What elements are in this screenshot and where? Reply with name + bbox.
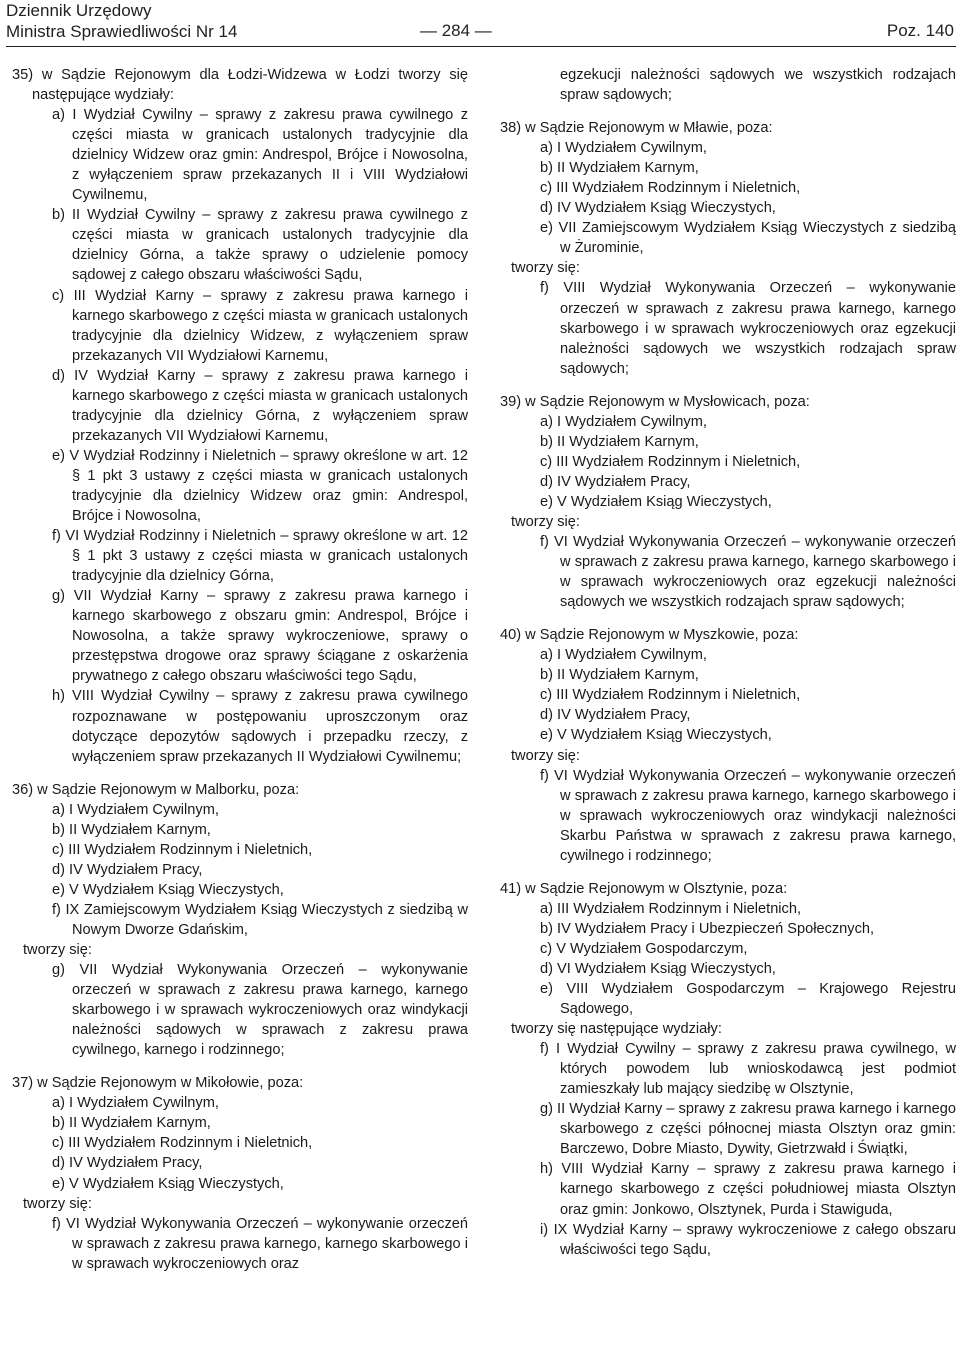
list-item: b) IV Wydziałem Pracy i Ubezpieczeń Społecznych, — [540, 920, 875, 937]
list-item: d) IV Wydziałem Pracy, — [52, 1155, 203, 1172]
list-item: b) II Wydziałem Karnym, — [540, 433, 699, 450]
section-title: 38) w Sądzie Rejonowym w Mławie, poza: — [500, 120, 773, 137]
list-item: g) II Wydział Karny – sprawy z zakresu prawa karnego i karnego skarbowego z części północnej miasta Olsztyn oraz gmin: Barczewo, Dobre Miasto, Dywity, Gietrzwałd i Świątki, — [540, 1101, 956, 1158]
section-37-continuation — [500, 65, 956, 105]
list-item: b) II Wydziałem Karnym, — [540, 667, 699, 684]
page-number: — 284 — — [420, 21, 492, 40]
list-item: g) VII Wydział Wykonywania Orzeczeń – wykonywanie orzeczeń w sprawach z zakresu prawa karnego, karnego skarbowego i w sprawach wykroczeniowych oraz windykacji należności sądowych w sprawach z zakresu prawa cywilnego, karnego i rodzinnego; — [52, 962, 468, 1059]
section-35 — [12, 65, 468, 767]
list-item: a) I Wydziałem Cywilnym, — [540, 647, 707, 664]
list-item: d) IV Wydział Karny – sprawy z zakresu prawa karnego i karnego skarbowego z części miasta w granicach ustalonych tradycyjnie dla dzielnicy Górna, z wyłączeniem spraw przekazanych VII Wydziałowi Karnemu, — [52, 367, 468, 444]
list-item: c) III Wydziałem Rodzinnym i Nieletnich, — [540, 180, 801, 197]
header-publication — [6, 0, 237, 42]
section-title: 35) w Sądzie Rejonowym dla Łodzi-Widzewa w Łodzi tworzy się następujące wydziały: — [12, 67, 468, 104]
list-item: e) V Wydziałem Ksiąg Wieczystych, — [52, 881, 284, 898]
journal-title: Dziennik Urzędowy — [6, 1, 152, 20]
list-item: f) IX Zamiejscowym Wydziałem Ksiąg Wieczystych z siedzibą w Nowym Dworze Gdańskim, — [52, 901, 468, 938]
list-item: h) VIII Wydział Cywilny – sprawy z zakresu prawa cywilnego rozpoznawane w postępowaniu uproszczonym oraz dotyczące depozytów sądowych i przepadku rzeczy, z wyłączeniem spraw przekazanych II Wydziałowi Cywilnemu; — [52, 688, 468, 765]
list-item: d) IV Wydziałem Ksiąg Wieczystych, — [540, 200, 776, 217]
right-column — [500, 65, 956, 1260]
section-38 — [500, 118, 956, 379]
tworzy-sie-label: tworzy się: — [511, 513, 580, 530]
left-column — [12, 65, 468, 1274]
ministry-title: Ministra Sprawiedliwości Nr 14 — [6, 22, 238, 41]
list-item: e) V Wydziałem Ksiąg Wieczystych, — [52, 1175, 284, 1192]
list-item: a) I Wydziałem Cywilnym, — [52, 1095, 219, 1112]
list-item: b) II Wydział Cywilny – sprawy z zakresu prawa cywilnego z części miasta w granicach ustalonych tradycyjnie dla dzielnicy Górna, a także sprawy o udzielenie pomocy sądowej z całego obszaru właściwości Sądu, — [52, 207, 468, 284]
list-item: f) VI Wydział Wykonywania Orzeczeń – wykonywanie orzeczeń w sprawach z zakresu prawa karnego, karnego skarbowego i w sprawach wykroczeniowych oraz — [52, 1215, 468, 1272]
list-item: b) II Wydziałem Karnym, — [540, 160, 699, 177]
list-item: a) I Wydziałem Cywilnym, — [540, 140, 707, 157]
list-item: e) VIII Wydziałem Gospodarczym – Krajowego Rejestru Sądowego, — [540, 981, 956, 1018]
list-item: c) III Wydziałem Rodzinnym i Nieletnich, — [52, 841, 313, 858]
section-title: 37) w Sądzie Rejonowym w Mikołowie, poza: — [12, 1075, 304, 1092]
list-item: a) I Wydział Cywilny – sprawy z zakresu prawa cywilnego z części miasta w granicach ustalonych tradycyjnie dla dzielnicy Widzew oraz gmin: Andrespol, Brójce i Nowosolna, z wyłączeniem spraw przekazanych II i VIII Wydziałowi Cywilnemu, — [52, 107, 468, 204]
list-item: c) III Wydziałem Rodzinnym i Nieletnich, — [540, 687, 801, 704]
list-item: e) V Wydziałem Ksiąg Wieczystych, — [540, 727, 772, 744]
section-39 — [500, 392, 956, 613]
list-item: c) III Wydziałem Rodzinnym i Nieletnich, — [540, 453, 801, 470]
list-item: e) V Wydziałem Ksiąg Wieczystych, — [540, 493, 772, 510]
tworzy-sie-label: tworzy się: — [511, 260, 580, 277]
section-title: 39) w Sądzie Rejonowym w Mysłowicach, poza: — [500, 393, 810, 410]
list-item: e) V Wydział Rodzinny i Nieletnich – sprawy określone w art. 12 § 1 pkt 3 ustawy z części miasta w granicach ustalonych tradycyjnie dla dzielnicy Widzew oraz gmin: Andrespol, Brójce i Nowosolna, — [52, 447, 468, 525]
page-header — [0, 0, 960, 48]
section-title: 40) w Sądzie Rejonowym w Myszkowie, poza: — [500, 627, 799, 644]
list-item: c) V Wydziałem Gospodarczym, — [540, 940, 748, 957]
list-item: f) VI Wydział Wykonywania Orzeczeń – wykonywanie orzeczeń w sprawach z zakresu prawa karnego, karnego skarbowego i w sprawach wykroczeniowych oraz egzekucji należności sądowych we wszystkich rodzajach spraw sądowych; — [540, 534, 956, 611]
list-item: e) VII Zamiejscowym Wydziałem Ksiąg Wieczystych z siedzibą w Żurominie, — [540, 220, 956, 257]
section-title: 41) w Sądzie Rejonowym w Olsztynie, poza: — [500, 880, 788, 897]
list-item: f) VI Wydział Rodzinny i Nieletnich – sprawy określone w art. 12 § 1 pkt 3 ustawy z części miasta w granicach ustalonych tradycyjnie dla dzielnicy Górna, — [52, 528, 468, 585]
section-37 — [12, 1073, 468, 1273]
list-item: g) VII Wydział Karny – sprawy z zakresu prawa karnego i karnego skarbowego z obszaru gmin: Andrespol, Brójce i Nowosolna, a także sprawy wykroczeniowe, sprawy o przestępstwa drogowe oraz sprawy ściągane z oskarżenia prywatnego z całego obszaru właściwości tego Sądu, — [52, 588, 468, 685]
list-item: a) III Wydziałem Rodzinnym i Nieletnich, — [540, 900, 802, 917]
continuation-text: egzekucji należności sądowych we wszystkich rodzajach spraw sądowych; — [560, 67, 956, 104]
section-title: 36) w Sądzie Rejonowym w Malborku, poza: — [12, 781, 300, 798]
list-item: i) IX Wydział Karny – sprawy wykroczeniowe z całego obszaru właściwości tego Sądu, — [540, 1221, 956, 1258]
tworzy-sie-label: tworzy się: — [511, 747, 580, 764]
tworzy-sie-label: tworzy się: — [23, 942, 92, 959]
list-item: a) I Wydziałem Cywilnym, — [540, 413, 707, 430]
tworzy-sie-label: tworzy się: — [23, 1195, 92, 1212]
list-item: d) IV Wydziałem Pracy, — [540, 473, 691, 490]
list-item: d) VI Wydziałem Ksiąg Wieczystych, — [540, 960, 776, 977]
section-36 — [12, 780, 468, 1061]
list-item: b) II Wydziałem Karnym, — [52, 1115, 211, 1132]
tworzy-sie-label: tworzy się następujące wydziały: — [511, 1021, 722, 1038]
section-40 — [500, 625, 956, 866]
list-item: d) IV Wydziałem Pracy, — [540, 707, 691, 724]
list-item: b) II Wydziałem Karnym, — [52, 821, 211, 838]
list-item: d) IV Wydziałem Pracy, — [52, 861, 203, 878]
list-item: f) I Wydział Cywilny – sprawy z zakresu prawa cywilnego, w których powodem lub wnioskodawcą jest podmiot zamieszkały lub mający siedzibę w Olsztynie, — [540, 1041, 956, 1098]
position-number: Poz. 140 — [886, 21, 954, 40]
list-item: f) VIII Wydział Wykonywania Orzeczeń – wykonywanie orzeczeń w sprawach z zakresu prawa karnego, karnego skarbowego i w sprawach wykroczeniowych oraz egzekucji należności sądowych we wszystkich rodzajach spraw sądowych; — [540, 280, 956, 377]
list-item: c) III Wydział Karny – sprawy z zakresu prawa karnego i karnego skarbowego z części miasta w granicach ustalonych tradycyjnie dla dzielnicy Widzew, z wyłączeniem spraw przekazanych VII Wydziałowi Karnemu, — [52, 287, 468, 364]
header-divider — [6, 46, 956, 47]
list-item: a) I Wydziałem Cywilnym, — [52, 801, 219, 818]
section-41 — [500, 879, 956, 1260]
list-item: f) VI Wydział Wykonywania Orzeczeń – wykonywanie orzeczeń w sprawach z zakresu prawa karnego, karnego skarbowego i w sprawach wykroczeniowych oraz windykacji należności Skarbu Państwa w sprawach z zakresu prawa karnego, cywilnego i rodzinnego; — [540, 767, 956, 864]
list-item: h) VIII Wydział Karny – sprawy z zakresu prawa karnego i karnego skarbowego z części południowej miasta Olsztyn oraz gmin: Jonkowo, Olsztynek, Purda i Stawiguda, — [540, 1161, 956, 1218]
list-item: c) III Wydziałem Rodzinnym i Nieletnich, — [52, 1135, 313, 1152]
